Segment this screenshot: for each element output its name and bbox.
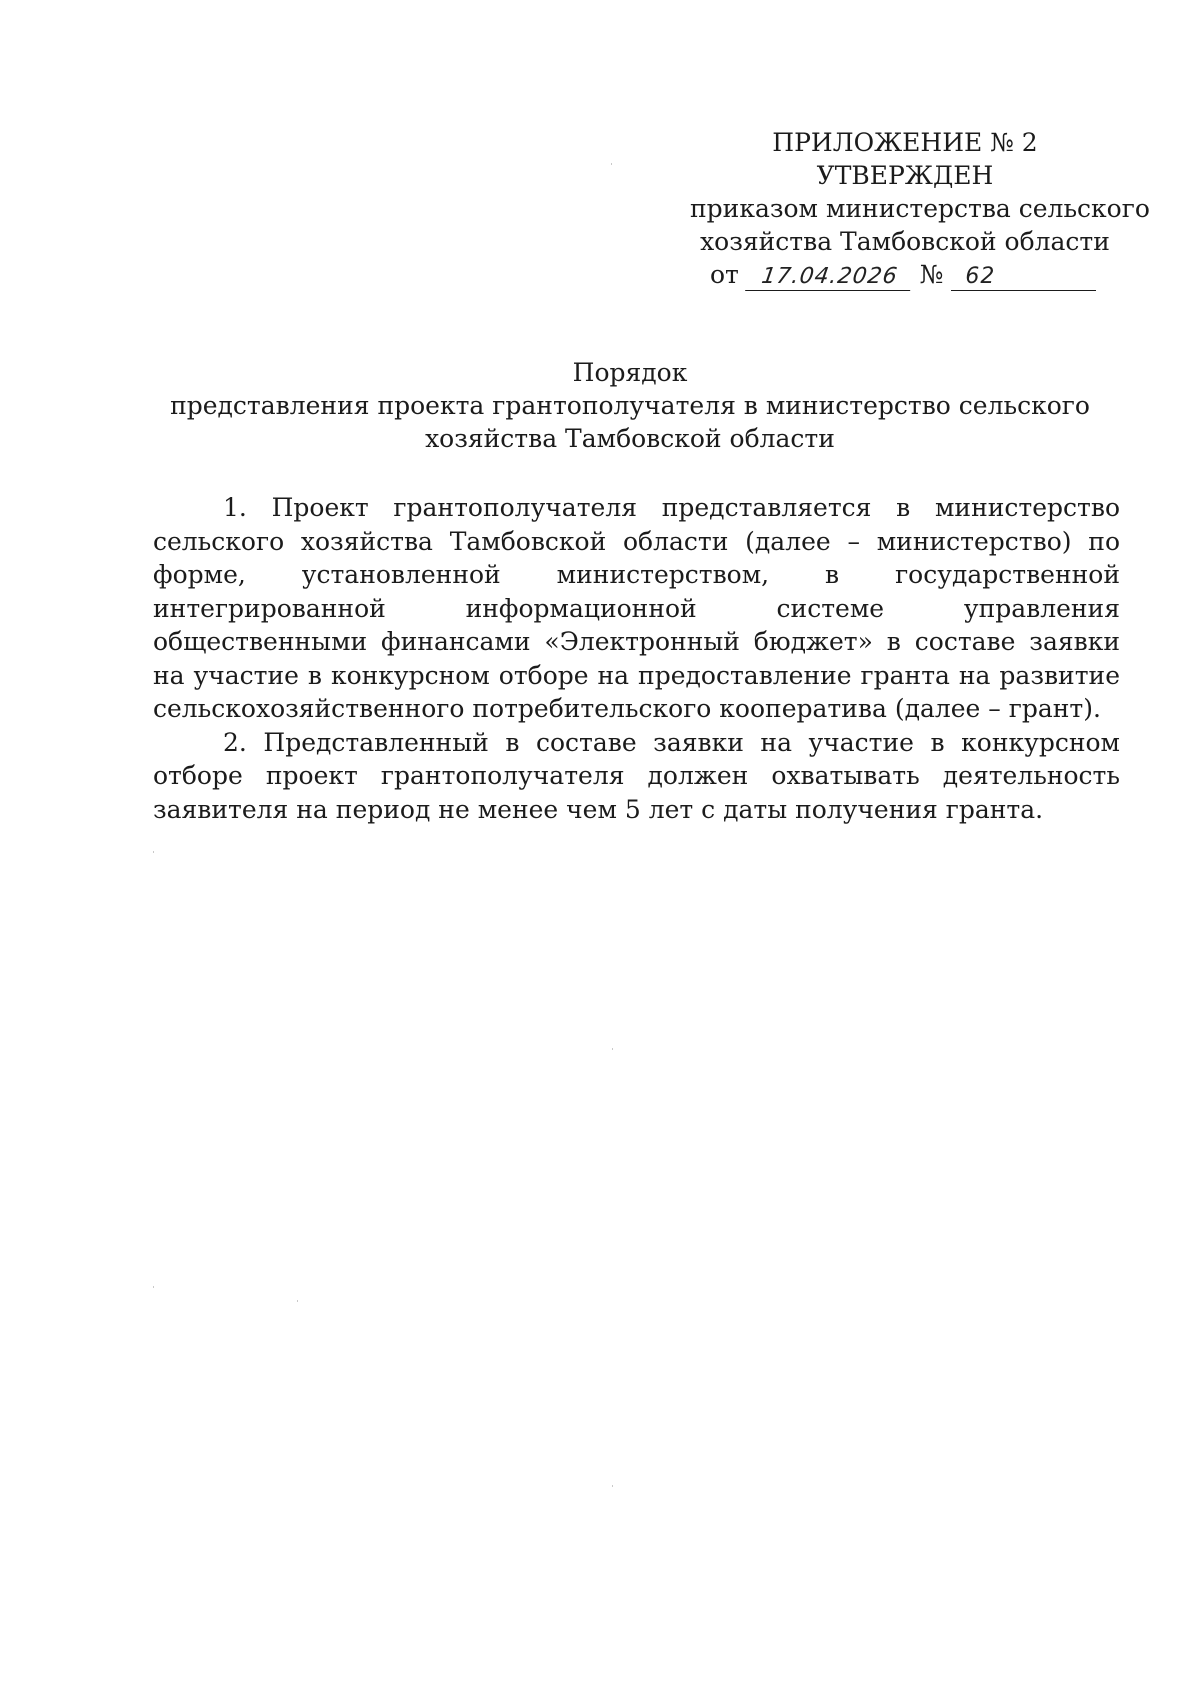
document-title	[120, 356, 1140, 455]
scan-speck	[612, 1485, 613, 1487]
title-line-1: Порядок	[572, 358, 688, 387]
paragraph-1: 1. Проект грантополучателя представляется в министерство сельского хозяйства Тамбовской области (далее – министерство) по форме, установленной министерством, в государственной интегрированной информационной системе управления общественными финансами «Электронный бюджет» в составе заявки на участие в конкурсном отборе на предоставление гранта на развитие сельскохозяйственного потребительского кооператива (далее – грант).	[153, 493, 1120, 723]
date-prefix: от	[710, 260, 739, 289]
order-number-handwritten: 62	[951, 264, 1096, 291]
order-line-2: хозяйства Тамбовской области	[700, 227, 1110, 256]
scan-speck	[153, 851, 154, 853]
scan-speck	[611, 163, 612, 165]
scan-speck	[297, 1300, 298, 1302]
appendix-label: ПРИЛОЖЕНИЕ № 2	[772, 128, 1038, 157]
approved-label: УТВЕРЖДЕН	[816, 161, 994, 190]
number-prefix: №	[919, 260, 944, 289]
appendix-header	[690, 126, 1150, 291]
scan-speck	[612, 1048, 613, 1050]
title-line-2: представления проекта грантополучателя в министерство сельского	[170, 391, 1090, 420]
order-date-handwritten: 17.04.2026	[745, 264, 914, 291]
order-date-number-line	[690, 258, 1120, 291]
document-body	[153, 491, 1120, 826]
scan-speck	[153, 1286, 154, 1288]
order-line-1: приказом министерства сельского	[690, 194, 1150, 223]
paragraph-2: 2. Представленный в составе заявки на участие в конкурсном отборе проект грантополучателя должен охватывать деятельность заявителя на период не менее чем 5 лет с даты получения гранта.	[153, 727, 1120, 824]
title-line-3: хозяйства Тамбовской области	[425, 424, 835, 453]
